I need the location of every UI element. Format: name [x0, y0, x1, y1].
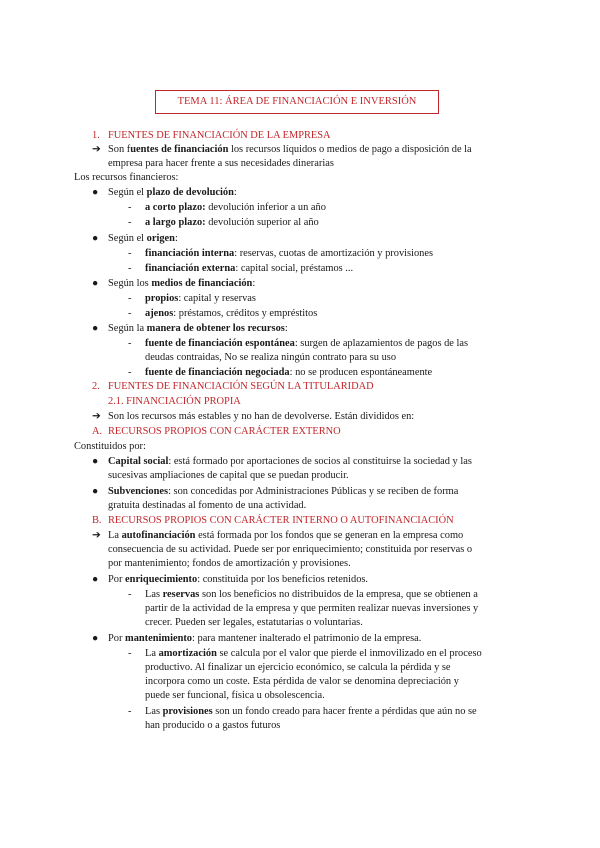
list-item: La amortización se calcula por el valor que pierde el inmovilizado en el proceso — [145, 648, 482, 659]
list-item: Capital social: está formado por aportaciones de socios al constituirse la sociedad y las — [108, 456, 472, 467]
section-number: 2. — [92, 381, 100, 392]
paragraph-line: han producido o a gastos futuros — [145, 720, 281, 731]
list-item: Por enriquecimiento: constituida por los beneficios retenidos. — [108, 574, 369, 585]
paragraph: La autofinanciación está formada por los fondos que se generan en la empresa como — [108, 530, 464, 541]
bullet-icon: ● — [92, 323, 99, 334]
dash-icon: - — [128, 202, 132, 213]
paragraph-line: deudas contraidas, No se realiza ningún contrato para su uso — [145, 352, 397, 363]
paragraph-line: consecuencia de su actividad. Puede ser por enriquecimiento; constituida por reservas o — [108, 544, 473, 555]
dash-icon: - — [128, 706, 132, 717]
dash-icon: - — [128, 308, 132, 319]
subsection-heading: RECURSOS PROPIOS CON CARÁCTER EXTERNO — [108, 426, 341, 437]
list-item: Subvenciones: son concedidas por Administraciones Públicas y se reciben de forma — [108, 486, 459, 497]
paragraph: Son fuentes de financiación los recursos líquidos o medios de pago a disposición de la — [108, 144, 472, 155]
subsection-heading: RECURSOS PROPIOS CON CARÁCTER INTERNO O AUTOFINANCIACIÓN — [108, 515, 454, 526]
list-item: Por mantenimiento: para mantener inalterado el patrimonio de la empresa. — [108, 633, 422, 644]
bullet-icon: ● — [92, 233, 99, 244]
list-item: Las reservas son los beneficios no distribuidos de la empresa, que se obtienen a — [145, 589, 478, 600]
list-item: fuente de financiación espontánea: surgen de aplazamientos de pagos de las — [145, 338, 469, 349]
list-item: a corto plazo: devolución inferior a un año — [145, 202, 326, 213]
bullet-icon: ● — [92, 278, 99, 289]
page-title: TEMA 11: ÁREA DE FINANCIACIÓN E INVERSIÓN — [155, 90, 439, 114]
section-letter: B. — [92, 515, 102, 526]
list-item: propios: capital y reservas — [145, 293, 256, 304]
paragraph: Los recursos financieros: — [74, 172, 179, 183]
dash-icon: - — [128, 263, 132, 274]
section-number: 1. — [92, 130, 100, 141]
list-item: a largo plazo: devolución superior al año — [145, 217, 319, 228]
section-heading: FUENTES DE FINANCIACIÓN DE LA EMPRESA — [108, 130, 331, 141]
bullet-icon: ● — [92, 574, 99, 585]
arrow-bullet-icon: ➔ — [92, 411, 101, 422]
paragraph-line: sucesivas ampliaciones de capital que se puedan producir. — [108, 470, 349, 481]
list-item: Las provisiones son un fondo creado para hacer frente a pérdidas que aún no se — [145, 706, 477, 717]
dash-icon: - — [128, 648, 132, 659]
paragraph-line: por mantenimiento; fondos de amortización y provisiones. — [108, 558, 351, 569]
paragraph-line: productivo. Al finalizar un ejercicio económico, se calcula la pérdida y se — [145, 662, 451, 673]
list-item: financiación externa: capital social, préstamos ... — [145, 263, 354, 274]
paragraph-line: crecer. Pueden ser legales, estatutarias o voluntarias. — [145, 617, 363, 628]
paragraph-line: empresa para hacer frente a sus necesidades dinerarias — [108, 158, 334, 169]
paragraph-line: partir de la actividad de la empresa y que permiten realizar nuevas inversiones y — [145, 603, 479, 614]
paragraph: Constituidos por: — [74, 441, 146, 452]
section-heading: FUENTES DE FINANCIACIÓN SEGÚN LA TITULARIDAD — [108, 381, 374, 392]
dash-icon: - — [128, 589, 132, 600]
list-item: Según el plazo de devolución: — [108, 187, 237, 198]
arrow-bullet-icon: ➔ — [92, 144, 101, 155]
dash-icon: - — [128, 367, 132, 378]
list-item: Según la manera de obtener los recursos: — [108, 323, 288, 334]
list-item: Según el origen: — [108, 233, 178, 244]
paragraph-line: gratuita destinadas al fomento de una actividad. — [108, 500, 307, 511]
dash-icon: - — [128, 217, 132, 228]
paragraph-line: incorpora como un coste. Esta pérdida de valor se denomina depreciación y — [145, 676, 459, 687]
dash-icon: - — [128, 248, 132, 259]
list-item: fuente de financiación negociada: no se producen espontáneamente — [145, 367, 433, 378]
bullet-icon: ● — [92, 187, 99, 198]
list-item: financiación interna: reservas, cuotas de amortización y provisiones — [145, 248, 434, 259]
arrow-bullet-icon: ➔ — [92, 530, 101, 541]
dash-icon: - — [128, 338, 132, 349]
paragraph-line: puede ser funcional, física u obsolescencia. — [145, 690, 325, 701]
paragraph: Son los recursos más estables y no han de devolverse. Están divididos en: — [108, 411, 415, 422]
list-item: Según los medios de financiación: — [108, 278, 256, 289]
subsection-heading: 2.1. FINANCIACIÓN PROPIA — [108, 396, 241, 407]
dash-icon: - — [128, 293, 132, 304]
bullet-icon: ● — [92, 456, 99, 467]
bullet-icon: ● — [92, 633, 99, 644]
bullet-icon: ● — [92, 486, 99, 497]
list-item: ajenos: préstamos, créditos y empréstitos — [145, 308, 318, 319]
section-letter: A. — [92, 426, 103, 437]
